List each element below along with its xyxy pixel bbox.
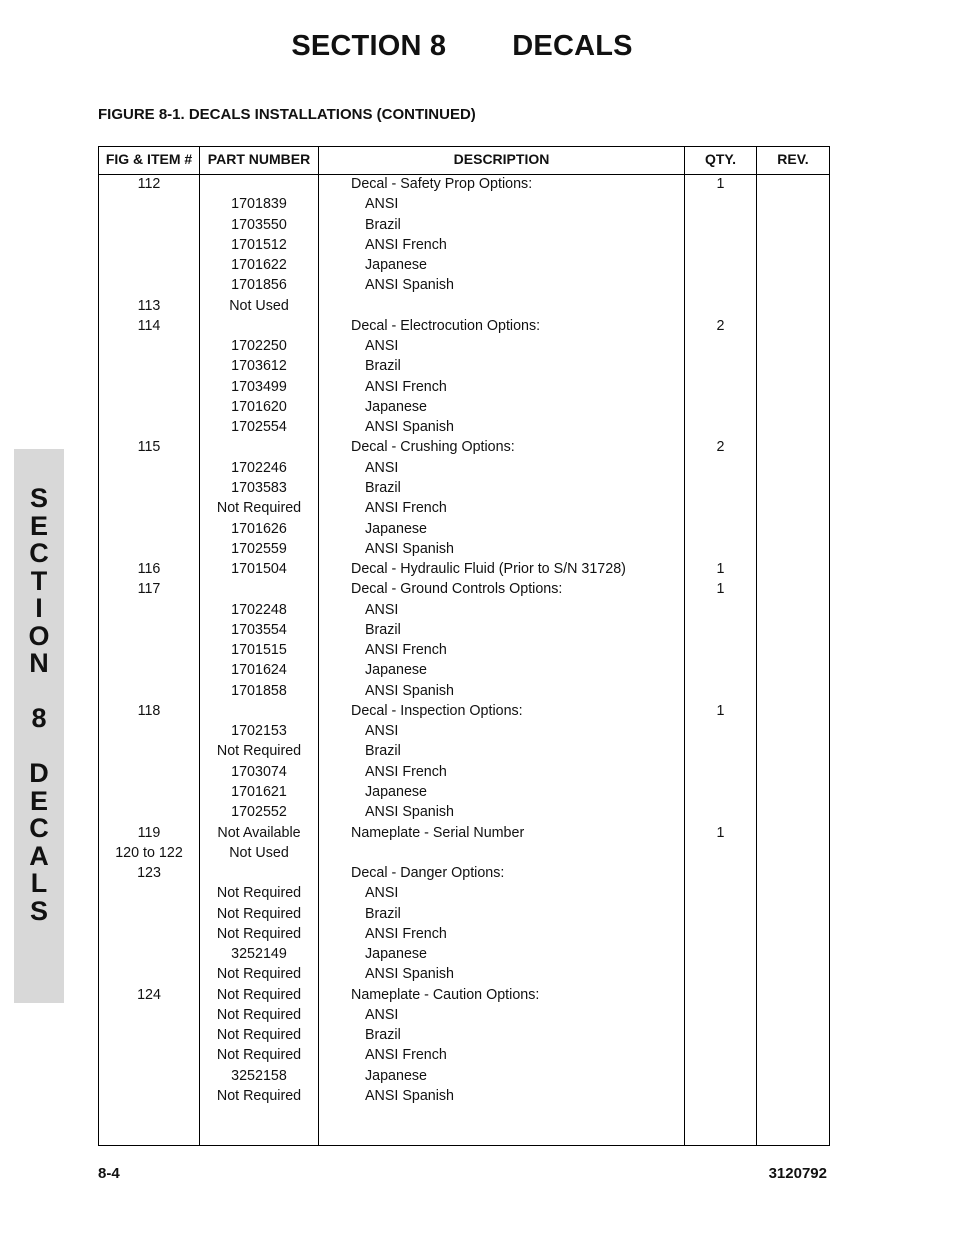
part-number-cell: 3252149: [231, 946, 287, 963]
part-number-cell: 3252158: [231, 1067, 287, 1084]
side-tab-letter: I: [35, 593, 43, 623]
description-cell: Decal - Inspection Options:: [351, 702, 523, 719]
description-cell: ANSI Spanish: [365, 1087, 455, 1104]
table-row: [99, 356, 829, 376]
part-number-cell: Not Available: [217, 824, 301, 841]
table-row: [99, 802, 829, 822]
item-number-cell: 119: [137, 824, 161, 841]
description-cell: ANSI: [365, 723, 399, 740]
side-tab-letter: E: [29, 785, 48, 816]
description-cell: Nameplate - Serial Number: [351, 824, 525, 841]
description-cell: ANSI: [365, 1006, 399, 1023]
table-row: [99, 417, 829, 437]
table-row: [99, 559, 829, 579]
parts-table: [98, 146, 830, 1146]
item-number-cell: 115: [137, 439, 161, 456]
description-cell: ANSI French: [365, 378, 447, 395]
table-row: [99, 1005, 829, 1025]
part-number-cell: Not Required: [216, 1087, 302, 1104]
part-number-cell: 1701624: [231, 662, 287, 679]
table-row: [99, 316, 829, 336]
table-row: [99, 296, 829, 316]
column-header-part-number: PART NUMBER: [207, 151, 311, 167]
table-row: [99, 1045, 829, 1065]
description-cell: ANSI: [365, 459, 399, 476]
figure-title: FIGURE 8-1. DECALS INSTALLATIONS (CONTINUED): [98, 106, 476, 123]
qty-cell: 1: [716, 702, 725, 719]
description-cell: Nameplate - Caution Options:: [351, 986, 540, 1003]
page-number: 8-4: [98, 1165, 120, 1182]
part-number-cell: 1701626: [231, 520, 287, 537]
side-tab-letter: O: [28, 620, 50, 651]
qty-cell: 2: [716, 317, 725, 334]
description-cell: Japanese: [365, 257, 428, 274]
description-cell: Decal - Ground Controls Options:: [351, 581, 563, 598]
side-tab-letter: D: [29, 758, 49, 788]
part-number-cell: 1701621: [231, 783, 287, 800]
description-cell: ANSI French: [365, 500, 447, 517]
table-row: [99, 964, 829, 984]
part-number-cell: Not Required: [216, 885, 302, 902]
table-row: [99, 843, 829, 863]
description-cell: Brazil: [365, 743, 401, 760]
side-tab-letter: E: [29, 510, 48, 541]
table-row: [99, 721, 829, 741]
side-tab-letter: T: [30, 565, 48, 596]
item-number-cell: 124: [137, 986, 161, 1003]
table-row: [99, 377, 829, 397]
qty-cell: 1: [716, 824, 725, 841]
table-row: [99, 620, 829, 640]
description-cell: Japanese: [365, 1067, 428, 1084]
section-side-tab: [14, 449, 64, 1003]
table-row: [99, 924, 829, 944]
part-number-cell: 1701620: [231, 398, 287, 415]
qty-cell: 1: [716, 176, 725, 192]
side-tab-letter: [14, 733, 64, 761]
part-number-cell: 1703550: [231, 216, 287, 233]
item-number-cell: 123: [137, 865, 161, 882]
description-cell: ANSI French: [365, 642, 447, 659]
table-body: [99, 174, 829, 1106]
part-number-cell: Not Used: [229, 297, 289, 314]
qty-cell: 1: [716, 561, 725, 578]
part-number-cell: 1701856: [231, 277, 287, 294]
description-cell: ANSI Spanish: [365, 682, 455, 699]
side-tab-letters: [14, 485, 64, 925]
description-cell: Decal - Electrocution Options:: [351, 317, 541, 334]
part-number-cell: 1701839: [231, 196, 287, 213]
part-number-cell: 1701512: [231, 236, 287, 253]
table-row: [99, 498, 829, 518]
part-number-cell: 1702559: [231, 540, 287, 557]
description-cell: Japanese: [365, 783, 428, 800]
description-cell: ANSI Spanish: [365, 966, 455, 983]
side-tab-letter: L: [30, 868, 48, 898]
qty-cell: 1: [716, 581, 725, 598]
table-row: [99, 600, 829, 620]
table-row: [99, 437, 829, 457]
section-title: SECTION 8 DECALS: [291, 30, 633, 62]
table-row: [99, 275, 829, 295]
part-number-cell: Not Required: [216, 966, 302, 983]
table-row: [99, 215, 829, 235]
side-tab-letter: S: [29, 483, 48, 513]
part-number-cell: Not Required: [216, 1006, 302, 1023]
description-cell: ANSI French: [365, 236, 447, 253]
table-row: [99, 579, 829, 599]
part-number-cell: 1702246: [231, 459, 287, 476]
description-cell: Japanese: [365, 520, 428, 537]
table-row: [99, 985, 829, 1005]
table-row: [99, 660, 829, 680]
part-number-cell: 1702250: [231, 338, 287, 355]
part-number-cell: 1702554: [231, 419, 287, 436]
part-number-cell: Not Used: [229, 844, 289, 861]
item-number-cell: 114: [137, 317, 161, 334]
column-header-description: DESCRIPTION: [453, 151, 550, 167]
table-row: [99, 1086, 829, 1106]
table-row: [99, 194, 829, 214]
table-row: [99, 823, 829, 843]
item-number-cell: 116: [137, 561, 161, 578]
table-row: [99, 701, 829, 721]
description-cell: Decal - Safety Prop Options:: [351, 176, 533, 192]
table-row: [99, 478, 829, 498]
part-number-cell: Not Required: [216, 743, 302, 760]
column-header-item: FIG & ITEM #: [105, 151, 193, 167]
part-number-cell: 1701504: [231, 561, 287, 578]
description-cell: ANSI French: [365, 1047, 447, 1064]
table-row: [99, 539, 829, 559]
side-tab-letter: C: [29, 538, 49, 568]
description-cell: ANSI French: [365, 763, 447, 780]
part-number-cell: Not Required: [216, 986, 302, 1003]
description-cell: Decal - Crushing Options:: [351, 439, 515, 456]
description-cell: Brazil: [365, 621, 401, 638]
description-cell: Japanese: [365, 946, 428, 963]
side-tab-letter: 8: [31, 703, 47, 733]
table-row: [99, 741, 829, 761]
description-cell: Japanese: [365, 398, 428, 415]
table-row: [99, 782, 829, 802]
table-row: [99, 883, 829, 903]
column-header-rev: REV.: [777, 151, 809, 167]
table-row: [99, 944, 829, 964]
part-number-cell: 1702153: [231, 723, 287, 740]
table-row: [99, 519, 829, 539]
side-tab-letter: [14, 678, 64, 706]
table-row: [99, 904, 829, 924]
column-header-qty: QTY.: [704, 151, 737, 167]
part-number-cell: 1703612: [231, 358, 287, 375]
table-row: [99, 1066, 829, 1086]
description-cell: ANSI French: [365, 925, 447, 942]
part-number-cell: Not Required: [216, 905, 302, 922]
description-cell: ANSI Spanish: [365, 804, 455, 821]
side-tab-letter: A: [29, 840, 49, 871]
side-tab-letter: N: [29, 648, 49, 678]
qty-cell: 2: [716, 439, 725, 456]
description-cell: Brazil: [365, 1027, 401, 1044]
part-number-cell: 1703499: [231, 378, 287, 395]
side-tab-letter: C: [29, 813, 49, 843]
part-number-cell: Not Required: [216, 1027, 302, 1044]
part-number-cell: 1702552: [231, 804, 287, 821]
side-tab-letter: S: [29, 895, 48, 926]
item-number-cell: 118: [137, 702, 161, 719]
item-number-cell: 117: [137, 581, 161, 598]
table-row: [99, 1025, 829, 1045]
part-number-cell: Not Required: [216, 500, 302, 517]
table-row: [99, 640, 829, 660]
table-row: [99, 681, 829, 701]
part-number-cell: 1702248: [231, 601, 287, 618]
description-cell: Brazil: [365, 358, 401, 375]
part-number-cell: 1701858: [231, 682, 287, 699]
table-row: [99, 458, 829, 478]
description-cell: ANSI Spanish: [365, 277, 455, 294]
description-cell: ANSI: [365, 196, 399, 213]
table-row: [99, 863, 829, 883]
item-number-cell: 113: [137, 297, 161, 314]
table-row: [99, 255, 829, 275]
description-cell: Brazil: [365, 479, 401, 496]
part-number-cell: 1703583: [231, 479, 287, 496]
description-cell: ANSI: [365, 338, 399, 355]
table-row: [99, 174, 829, 194]
description-cell: ANSI Spanish: [365, 540, 455, 557]
description-cell: Brazil: [365, 216, 401, 233]
description-cell: Decal - Danger Options:: [351, 865, 505, 882]
description-cell: Brazil: [365, 905, 401, 922]
table-header: [99, 147, 829, 175]
part-number-cell: Not Required: [216, 925, 302, 942]
part-number-cell: Not Required: [216, 1047, 302, 1064]
table-row: [99, 336, 829, 356]
part-number-cell: 1703554: [231, 621, 287, 638]
description-cell: Decal - Hydraulic Fluid (Prior to S/N 31728): [351, 561, 626, 578]
document-number: 3120792: [768, 1165, 827, 1182]
description-cell: ANSI: [365, 885, 399, 902]
part-number-cell: 1701515: [231, 642, 287, 659]
description-cell: ANSI: [365, 601, 399, 618]
table-row: [99, 397, 829, 417]
item-number-cell: 112: [137, 176, 161, 192]
table-row: [99, 762, 829, 782]
part-number-cell: 1701622: [231, 257, 287, 274]
part-number-cell: 1703074: [231, 763, 287, 780]
description-cell: Japanese: [365, 662, 428, 679]
item-number-cell: 120 to 122: [115, 844, 183, 861]
table-row: [99, 235, 829, 255]
description-cell: ANSI Spanish: [365, 419, 455, 436]
